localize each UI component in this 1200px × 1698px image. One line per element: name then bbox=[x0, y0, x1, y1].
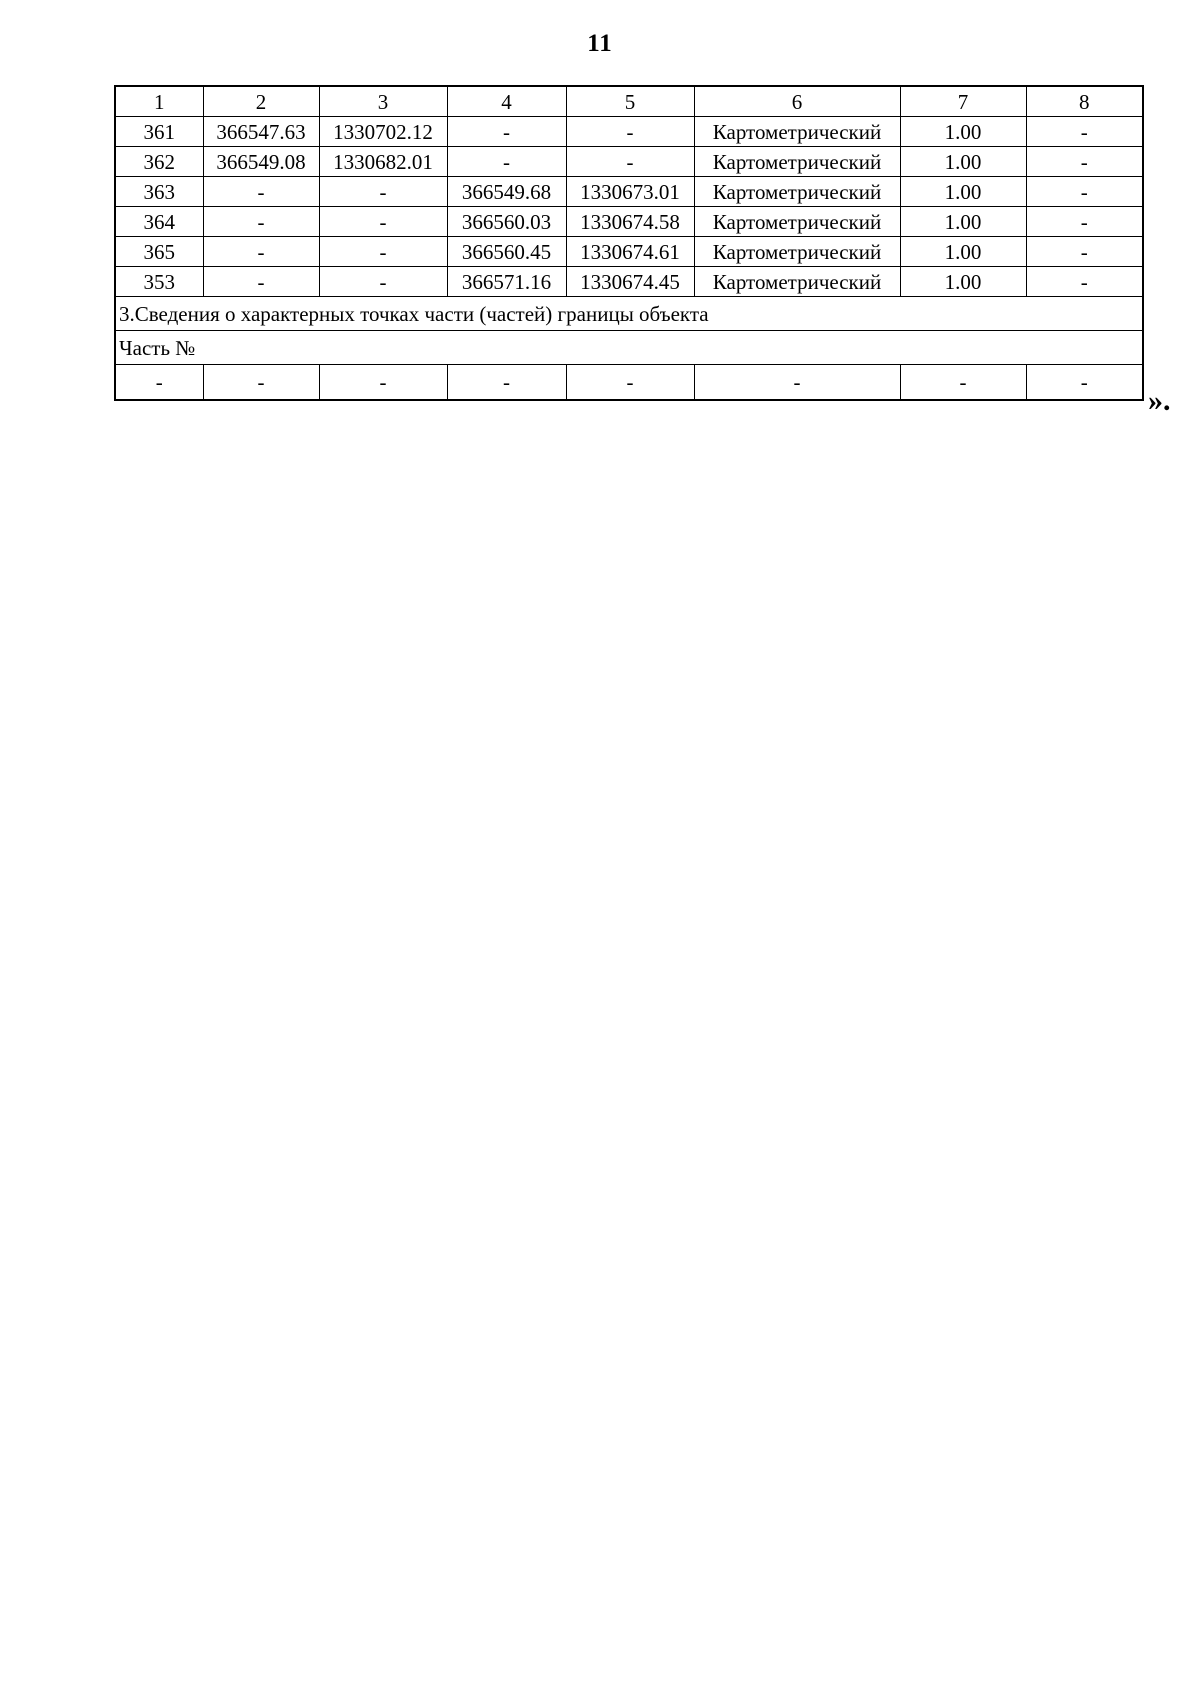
table-header-row bbox=[115, 86, 1143, 117]
table-cell: 1330674.45 bbox=[566, 267, 694, 297]
header-cell: 6 bbox=[694, 86, 900, 117]
header-cell: 2 bbox=[203, 86, 319, 117]
table-cell: 365 bbox=[115, 237, 203, 267]
table-cell: 364 bbox=[115, 207, 203, 237]
header-cell: 8 bbox=[1026, 86, 1143, 117]
table-cell: - bbox=[1026, 267, 1143, 297]
table-cell: - bbox=[203, 365, 319, 401]
table-cell: 366549.08 bbox=[203, 147, 319, 177]
table-cell: - bbox=[319, 267, 447, 297]
table-cell: - bbox=[115, 365, 203, 401]
table-cell: 366547.63 bbox=[203, 117, 319, 147]
table-cell: - bbox=[1026, 365, 1143, 401]
header-cell: 7 bbox=[900, 86, 1026, 117]
table-cell: 361 bbox=[115, 117, 203, 147]
table-cell: - bbox=[319, 177, 447, 207]
table-cell: 366549.68 bbox=[447, 177, 566, 207]
table-row bbox=[115, 267, 1143, 297]
table-cell: Картометрический bbox=[694, 207, 900, 237]
table-row bbox=[115, 117, 1143, 147]
table-cell: Картометрический bbox=[694, 117, 900, 147]
table-cell: - bbox=[566, 365, 694, 401]
header-cell: 4 bbox=[447, 86, 566, 117]
table-cell: - bbox=[566, 117, 694, 147]
table-cell: 1330673.01 bbox=[566, 177, 694, 207]
table-cell: - bbox=[447, 147, 566, 177]
header-cell: 5 bbox=[566, 86, 694, 117]
table-cell: 366560.03 bbox=[447, 207, 566, 237]
table-row bbox=[115, 237, 1143, 267]
table-cell: 1330682.01 bbox=[319, 147, 447, 177]
table-cell: - bbox=[1026, 207, 1143, 237]
table-cell: - bbox=[203, 267, 319, 297]
table-cell: 1.00 bbox=[900, 117, 1026, 147]
table-cell: - bbox=[1026, 237, 1143, 267]
table-cell: - bbox=[203, 207, 319, 237]
table-cell: Картометрический bbox=[694, 267, 900, 297]
table-cell: - bbox=[447, 117, 566, 147]
table-cell: 363 bbox=[115, 177, 203, 207]
coordinates-table bbox=[114, 85, 1144, 401]
table-cell: - bbox=[1026, 147, 1143, 177]
table-cell: Картометрический bbox=[694, 237, 900, 267]
table-row bbox=[115, 147, 1143, 177]
header-cell: 3 bbox=[319, 86, 447, 117]
table-cell: - bbox=[319, 207, 447, 237]
table-cell: 362 bbox=[115, 147, 203, 177]
closing-quote-mark: ». bbox=[1148, 384, 1171, 417]
table-cell: Картометрический bbox=[694, 177, 900, 207]
table-cell: 1.00 bbox=[900, 267, 1026, 297]
table-cell: - bbox=[1026, 117, 1143, 147]
table-cell: 1330702.12 bbox=[319, 117, 447, 147]
part-row bbox=[115, 365, 1143, 401]
table-cell: 366571.16 bbox=[447, 267, 566, 297]
table-row bbox=[115, 207, 1143, 237]
table-cell: 1330674.61 bbox=[566, 237, 694, 267]
table-cell: - bbox=[900, 365, 1026, 401]
table-cell: 1330674.58 bbox=[566, 207, 694, 237]
section-title: 3.Сведения о характерных точках части (частей) границы объекта bbox=[115, 297, 1143, 331]
table-cell: - bbox=[566, 147, 694, 177]
table-cell: - bbox=[694, 365, 900, 401]
page-number: 11 bbox=[587, 30, 613, 57]
table-row bbox=[115, 177, 1143, 207]
table-cell: - bbox=[1026, 177, 1143, 207]
table-cell: 1.00 bbox=[900, 147, 1026, 177]
table-cell: 1.00 bbox=[900, 177, 1026, 207]
part-label: Часть № bbox=[115, 331, 1143, 365]
table-cell: 1.00 bbox=[900, 237, 1026, 267]
table-cell: - bbox=[203, 177, 319, 207]
section-title-row bbox=[115, 297, 1143, 331]
part-label-row bbox=[115, 331, 1143, 365]
table-cell: 353 bbox=[115, 267, 203, 297]
table-cell: - bbox=[203, 237, 319, 267]
table-cell: - bbox=[319, 237, 447, 267]
table-cell: - bbox=[447, 365, 566, 401]
table-cell: Картометрический bbox=[694, 147, 900, 177]
table-body bbox=[115, 86, 1143, 400]
table-cell: 1.00 bbox=[900, 207, 1026, 237]
table-cell: - bbox=[319, 365, 447, 401]
header-cell: 1 bbox=[115, 86, 203, 117]
table-cell: 366560.45 bbox=[447, 237, 566, 267]
